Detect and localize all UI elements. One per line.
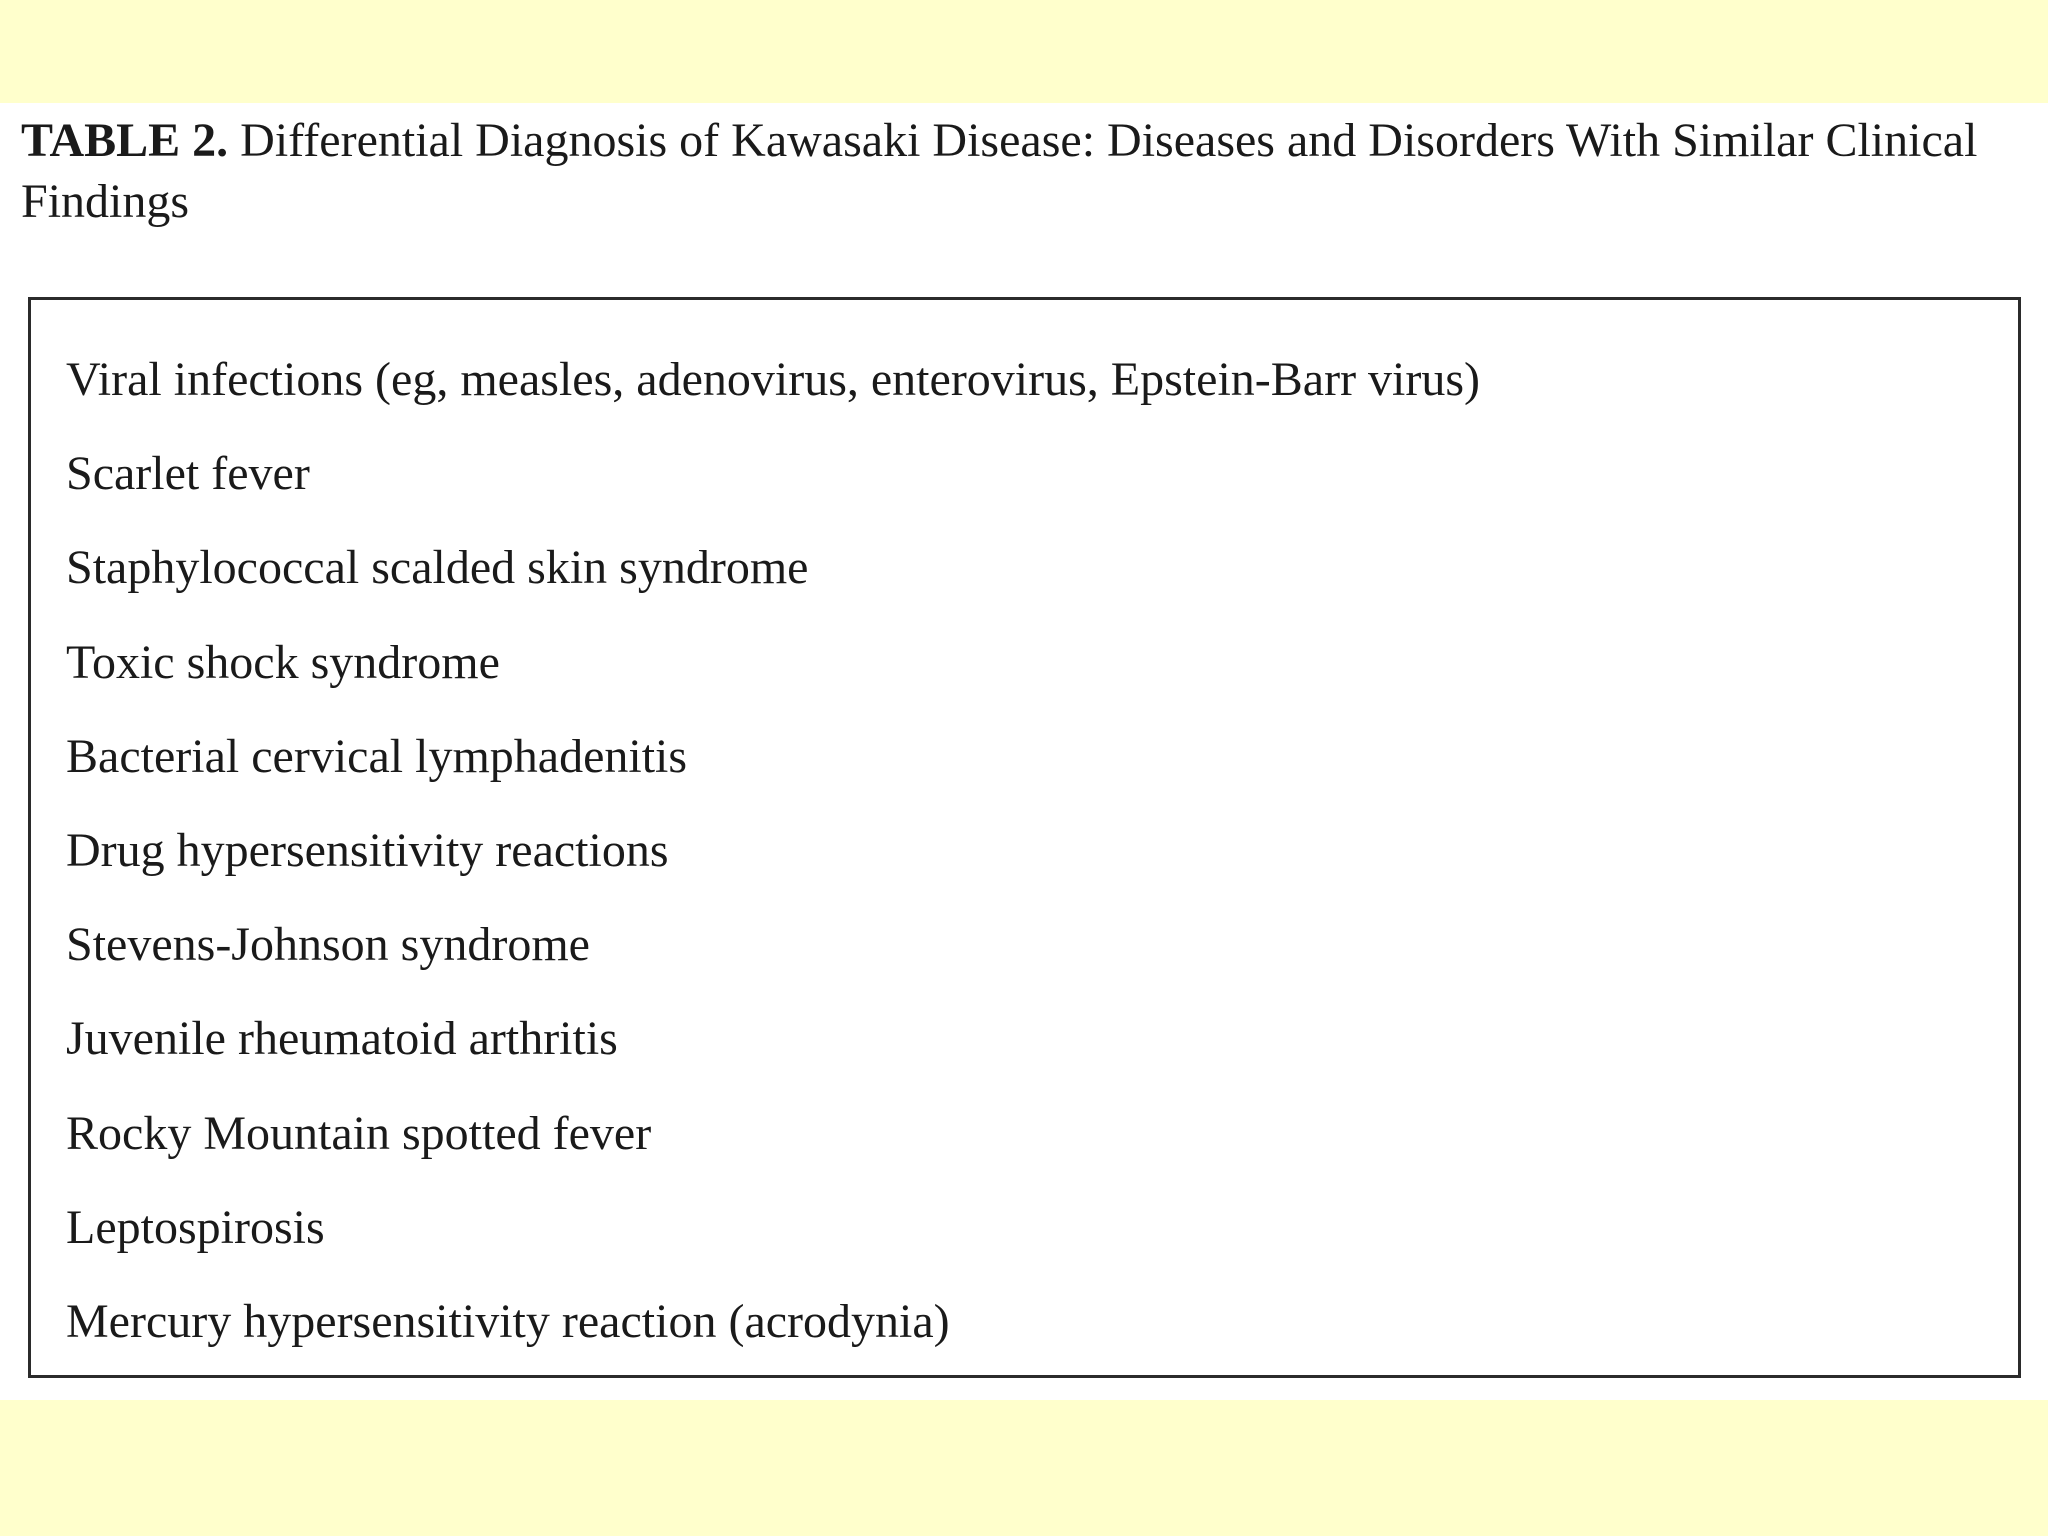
diagnosis-list xyxy=(66,333,1998,1369)
table-row: Staphylococcal scalded skin syndrome xyxy=(66,541,809,595)
table-row: Mercury hypersensitivity reaction (acrodynia) xyxy=(66,1294,950,1348)
table-row: Viral infections (eg, measles, adenovirus, enterovirus, Epstein-Barr virus) xyxy=(66,353,1481,406)
table-title: Differential Diagnosis of Kawasaki Disease: Diseases and Disorders With Similar Clinical Findings xyxy=(21,114,1978,228)
table-row: Leptospirosis xyxy=(66,1200,325,1254)
table-row: Rocky Mountain spotted fever xyxy=(66,1106,652,1160)
table-row: Juvenile rheumatoid arthritis xyxy=(66,1012,618,1066)
table-row: Drug hypersensitivity reactions xyxy=(66,823,669,877)
table-row: Bacterial cervical lymphadenitis xyxy=(66,729,688,783)
table-row: Scarlet fever xyxy=(66,447,310,501)
table-row: Stevens-Johnson syndrome xyxy=(66,918,590,972)
table-caption xyxy=(21,110,2011,232)
table-label: TABLE 2. xyxy=(21,114,229,167)
table-row: Toxic shock syndrome xyxy=(66,635,500,689)
diagnosis-table xyxy=(28,297,2021,1378)
